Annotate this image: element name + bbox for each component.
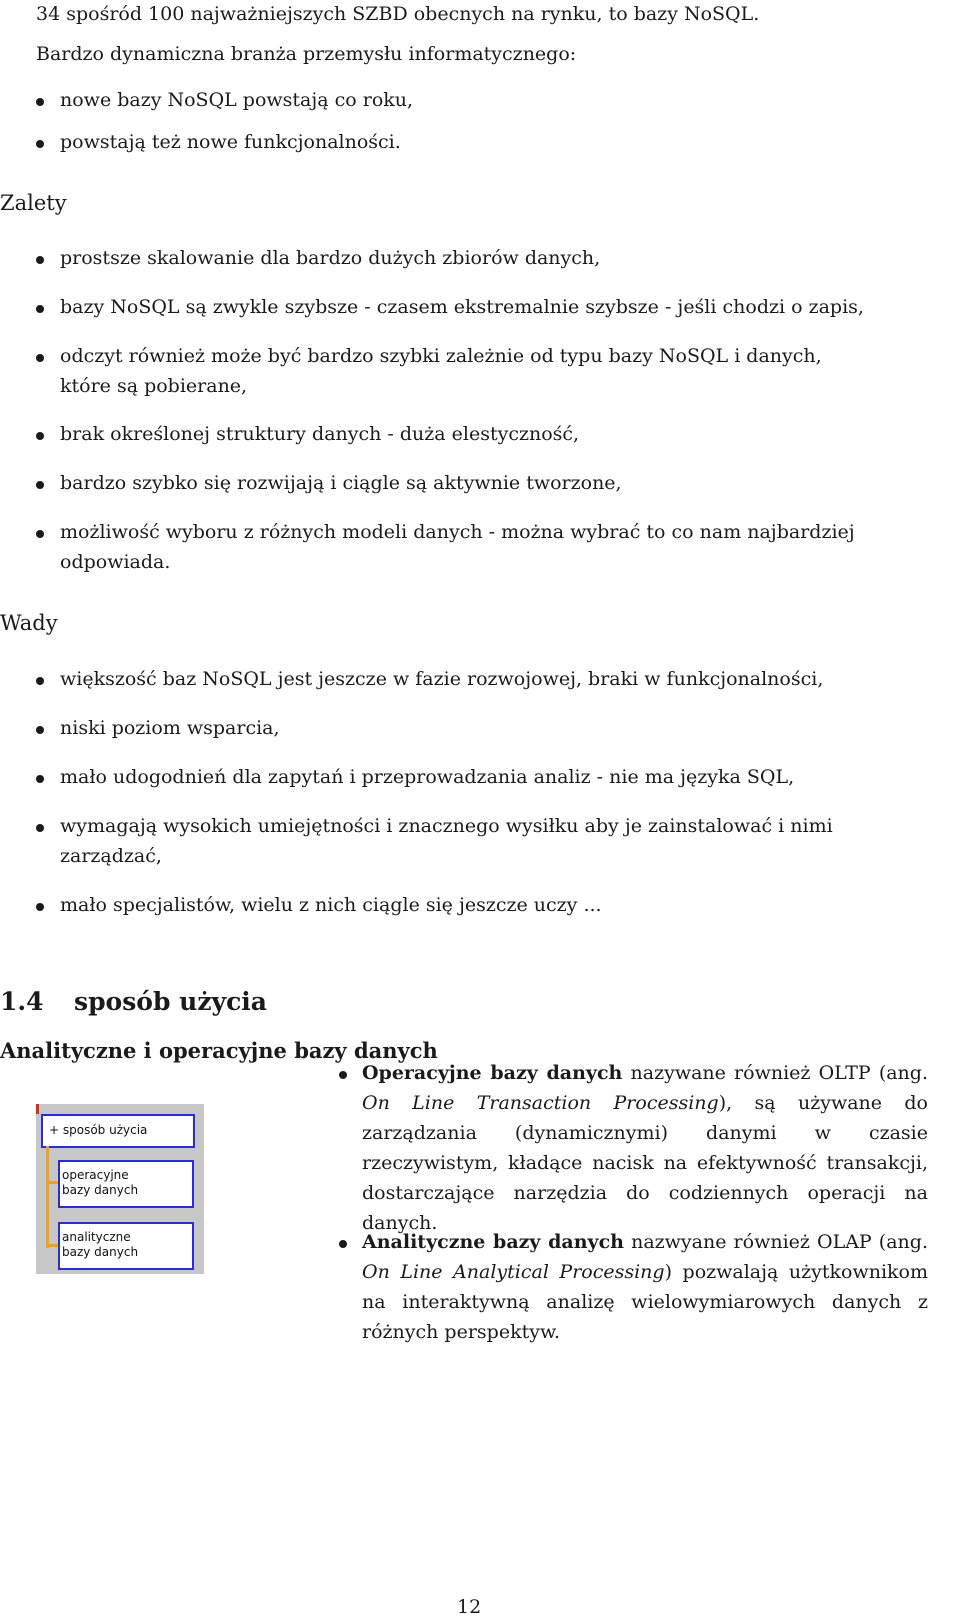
wady-item-1: większość baz NoSQL jest jeszcze w fazie rozwojowej, braki w funkcjonalności, <box>60 668 824 690</box>
bullet-icon <box>36 140 44 148</box>
wady-item-4-line-2: zarządzać, <box>60 845 162 867</box>
bullet-icon <box>36 775 44 783</box>
diagram-root-label: + sposób użycia <box>49 1123 148 1137</box>
bullet-icon <box>36 305 44 313</box>
olap-term: Analityczne bazy danych <box>362 1231 624 1253</box>
diagram-olap-line-2: bazy danych <box>62 1245 139 1259</box>
zalety-item-3-line-1: odczyt również może być bardzo szybki zależnie od typu bazy NoSQL i danych, <box>60 345 822 367</box>
oltp-description <box>362 1058 928 1238</box>
intro-bullet-2: powstają też nowe funkcjonalności. <box>60 131 401 153</box>
zalety-item-4: brak określonej struktury danych - duża elestyczność, <box>60 423 580 445</box>
diagram-accent-line <box>36 1104 39 1114</box>
intro-line-1: 34 spośród 100 najważniejszych SZBD obecnych na rynku, to bazy NoSQL. <box>36 3 760 25</box>
bullet-icon <box>36 824 44 832</box>
zalety-heading: Zalety <box>0 191 67 215</box>
oltp-term: Operacyjne bazy danych <box>362 1062 623 1084</box>
wady-item-5: mało specjalistów, wielu z nich ciągle się jeszcze uczy ... <box>60 894 602 916</box>
intro-line-2: Bardzo dynamiczna branża przemysłu informatycznego: <box>36 43 577 65</box>
oltp-text-2: ), są używane do zarządzania (dynamicznymi) danymi w czasie rzeczywistym, kładące nacisk na efektywność transakcji, dostarczające narzędzia do codziennych operacji na danych. <box>362 1092 928 1234</box>
section-title: sposób użycia <box>74 987 267 1016</box>
wady-item-3: mało udogodnień dla zapytań i przeprowadzania analiz - nie ma języka SQL, <box>60 766 795 788</box>
bullet-icon <box>36 256 44 264</box>
usage-diagram <box>36 1104 204 1274</box>
diagram-olap-box <box>58 1222 194 1270</box>
page-number: 12 <box>457 1596 482 1618</box>
bullet-icon <box>36 903 44 911</box>
bullet-icon <box>36 677 44 685</box>
oltp-italic: On Line Transaction Processing <box>362 1092 719 1114</box>
bullet-icon <box>36 481 44 489</box>
wady-heading: Wady <box>0 611 58 635</box>
bullet-icon <box>36 726 44 734</box>
zalety-item-5: bardzo szybko się rozwijają i ciągle są aktywnie tworzone, <box>60 472 622 494</box>
wady-item-4-line-1: wymagają wysokich umiejętności i znacznego wysiłku aby je zainstalować i nimi <box>60 815 833 837</box>
zalety-item-3-line-2: które są pobierane, <box>60 375 248 397</box>
zalety-item-6-line-2: odpowiada. <box>60 551 171 573</box>
olap-text-1: nazwyane również OLAP (ang. <box>623 1231 928 1253</box>
diagram-oltp-line-1: operacyjne <box>62 1168 129 1182</box>
wady-item-2: niski poziom wsparcia, <box>60 717 280 739</box>
bullet-icon <box>36 354 44 362</box>
bullet-icon <box>339 1240 347 1248</box>
diagram-connector-branch-1 <box>46 1181 58 1184</box>
diagram-olap-line-1: analityczne <box>62 1230 131 1244</box>
diagram-oltp-line-2: bazy danych <box>62 1183 139 1197</box>
olap-description <box>362 1227 928 1347</box>
olap-text-2: ) pozwalają użytkownikom na interaktywną analizę wielowymiarowych danych z różnych perspektyw. <box>362 1261 928 1343</box>
diagram-root-box <box>41 1114 195 1148</box>
zalety-item-6-line-1: możliwość wyboru z różnych modeli danych - można wybrać to co nam najbardziej <box>60 521 855 543</box>
bullet-icon <box>339 1071 347 1079</box>
zalety-item-2: bazy NoSQL są zwykle szybsze - czasem ekstremalnie szybsze - jeśli chodzi o zapis, <box>60 296 864 318</box>
bullet-icon <box>36 530 44 538</box>
intro-bullet-1: nowe bazy NoSQL powstają co roku, <box>60 89 414 111</box>
diagram-connector-branch-2 <box>46 1244 58 1247</box>
olap-italic: On Line Analytical Processing <box>362 1261 665 1283</box>
zalety-item-1: prostsze skalowanie dla bardzo dużych zbiorów danych, <box>60 247 601 269</box>
oltp-text-1: nazywane również OLTP (ang. <box>622 1062 928 1084</box>
diagram-connector-vertical <box>46 1146 49 1248</box>
bullet-icon <box>36 432 44 440</box>
diagram-oltp-box <box>58 1160 194 1208</box>
subsection-heading: Analityczne i operacyjne bazy danych <box>0 1038 438 1063</box>
bullet-icon <box>36 98 44 106</box>
section-number: 1.4 <box>0 987 44 1016</box>
